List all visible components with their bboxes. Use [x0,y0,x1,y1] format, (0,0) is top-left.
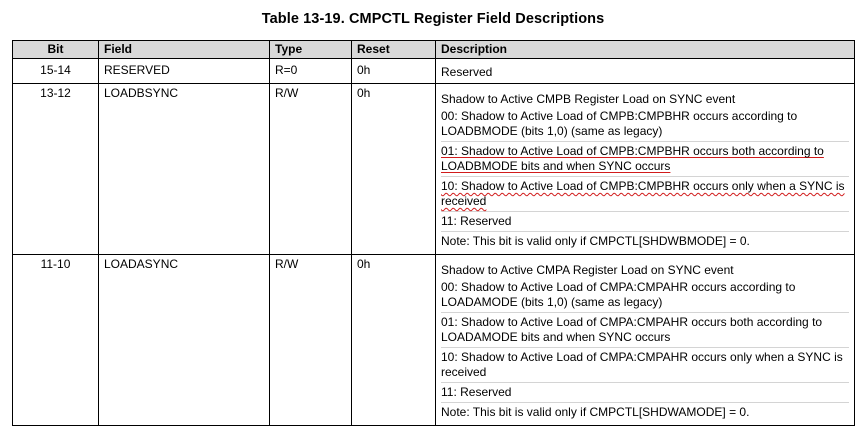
header-field: Field [99,41,270,59]
annotated-text: 01: Shadow to Active Load of CMPB:CMPBHR occurs both according to LOADBMODE bits and when SYNC occurs [441,144,824,173]
description-line: Note: This bit is valid only if CMPCTL[SHDWAMODE] = 0. [441,405,750,419]
description-line: 00: Shadow to Active Load of CMPA:CMPAHR occurs according to LOADAMODE (bits 1,0) (same as legacy) [441,278,849,313]
annotated-text: 10: Shadow to Active Load of CMPB:CMPBHR occurs only when a SYNC is received [441,179,845,208]
bit-cell: 11-10 [13,255,99,426]
type-cell: R=0 [270,59,352,84]
description-cell [436,84,855,255]
header-description: Description [436,41,855,59]
description-line: Reserved [441,65,493,79]
description-line: 11: Reserved [441,212,849,232]
field-cell: RESERVED [99,59,270,84]
description-line: 11: Reserved [441,383,849,403]
description-line: Note: This bit is valid only if CMPCTL[SHDWBMODE] = 0. [441,234,750,248]
description-line: Shadow to Active CMPA Register Load on SYNC event [441,263,734,277]
field-cell: LOADASYNC [99,255,270,426]
bit-cell: 15-14 [13,59,99,84]
description-line: 10: Shadow to Active Load of CMPA:CMPAHR occurs only when a SYNC is received [441,348,849,383]
table-header-row [13,41,855,59]
table-caption: Table 13-19. CMPCTL Register Field Descriptions [261,11,605,27]
table-row [13,59,855,84]
register-field-table [12,40,855,426]
description-line: 00: Shadow to Active Load of CMPB:CMPBHR occurs according to LOADBMODE (bits 1,0) (same as legacy) [441,107,849,142]
type-cell: R/W [270,255,352,426]
description-line: Shadow to Active CMPB Register Load on SYNC event [441,92,736,106]
table-row [13,84,855,255]
bit-cell: 13-12 [13,84,99,255]
reset-cell: 0h [352,255,436,426]
field-cell: LOADBSYNC [99,84,270,255]
header-bit: Bit [13,41,99,59]
header-reset: Reset [352,41,436,59]
header-type: Type [270,41,352,59]
table-row [13,255,855,426]
description-line [441,177,849,212]
description-cell [436,255,855,426]
description-line: 01: Shadow to Active Load of CMPA:CMPAHR occurs both according to LOADAMODE bits and when SYNC occurs [441,313,849,348]
description-line [441,142,849,177]
reset-cell: 0h [352,59,436,84]
type-cell: R/W [270,84,352,255]
reset-cell: 0h [352,84,436,255]
description-cell [436,59,855,84]
